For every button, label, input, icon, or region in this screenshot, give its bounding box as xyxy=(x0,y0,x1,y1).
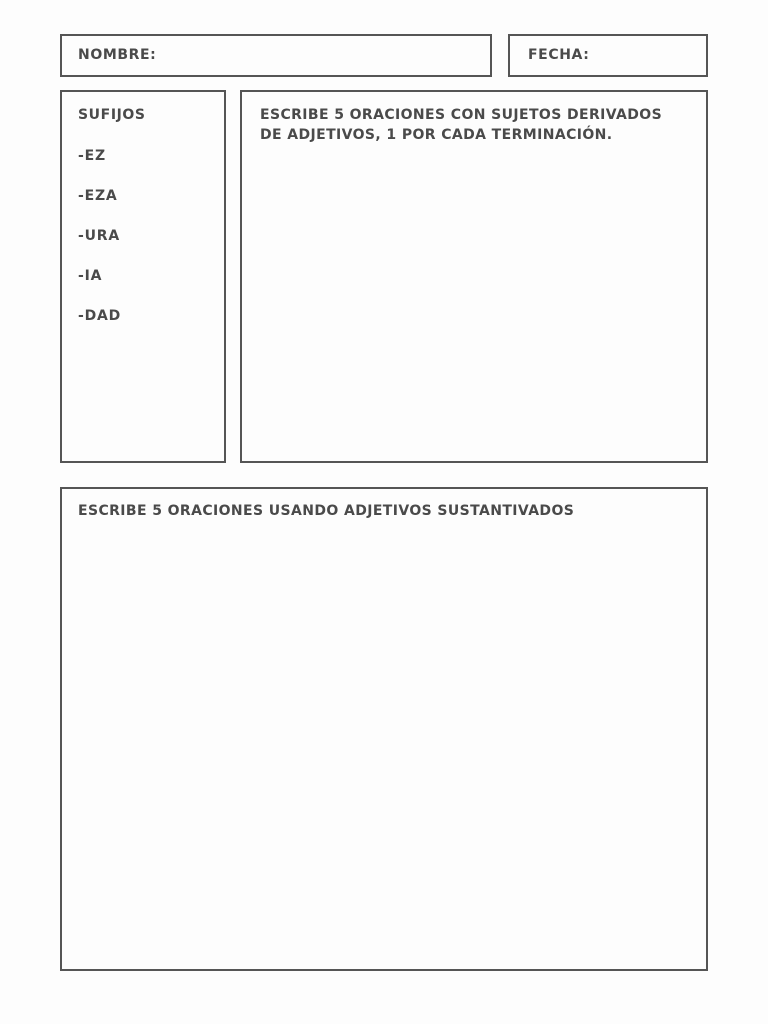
name-label: NOMBRE: xyxy=(78,47,157,63)
suffix-item: -EZ xyxy=(78,148,106,164)
exercise-1-instruction-line-2: DE ADJETIVOS, 1 POR CADA TERMINACIÓN. xyxy=(260,127,613,143)
name-field[interactable] xyxy=(60,34,492,77)
exercise-2-instruction: ESCRIBE 5 ORACIONES USANDO ADJETIVOS SUSTANTIVADOS xyxy=(78,503,575,519)
suffix-item: -EZA xyxy=(78,188,118,204)
suffixes-panel xyxy=(60,90,226,463)
exercise-1-answer-area[interactable] xyxy=(240,90,708,463)
date-field[interactable] xyxy=(508,34,708,77)
exercise-1-instruction-line-1: ESCRIBE 5 ORACIONES CON SUJETOS DERIVADOS xyxy=(260,107,663,123)
date-label: FECHA: xyxy=(528,47,590,63)
suffix-item: -DAD xyxy=(78,308,122,324)
exercise-2-answer-area[interactable] xyxy=(60,487,708,971)
exercise-1-instruction xyxy=(260,105,700,145)
suffix-item: -IA xyxy=(78,268,103,284)
suffix-list xyxy=(78,146,121,346)
suffix-item: -URA xyxy=(78,228,120,244)
suffixes-title: SUFIJOS xyxy=(78,107,146,123)
